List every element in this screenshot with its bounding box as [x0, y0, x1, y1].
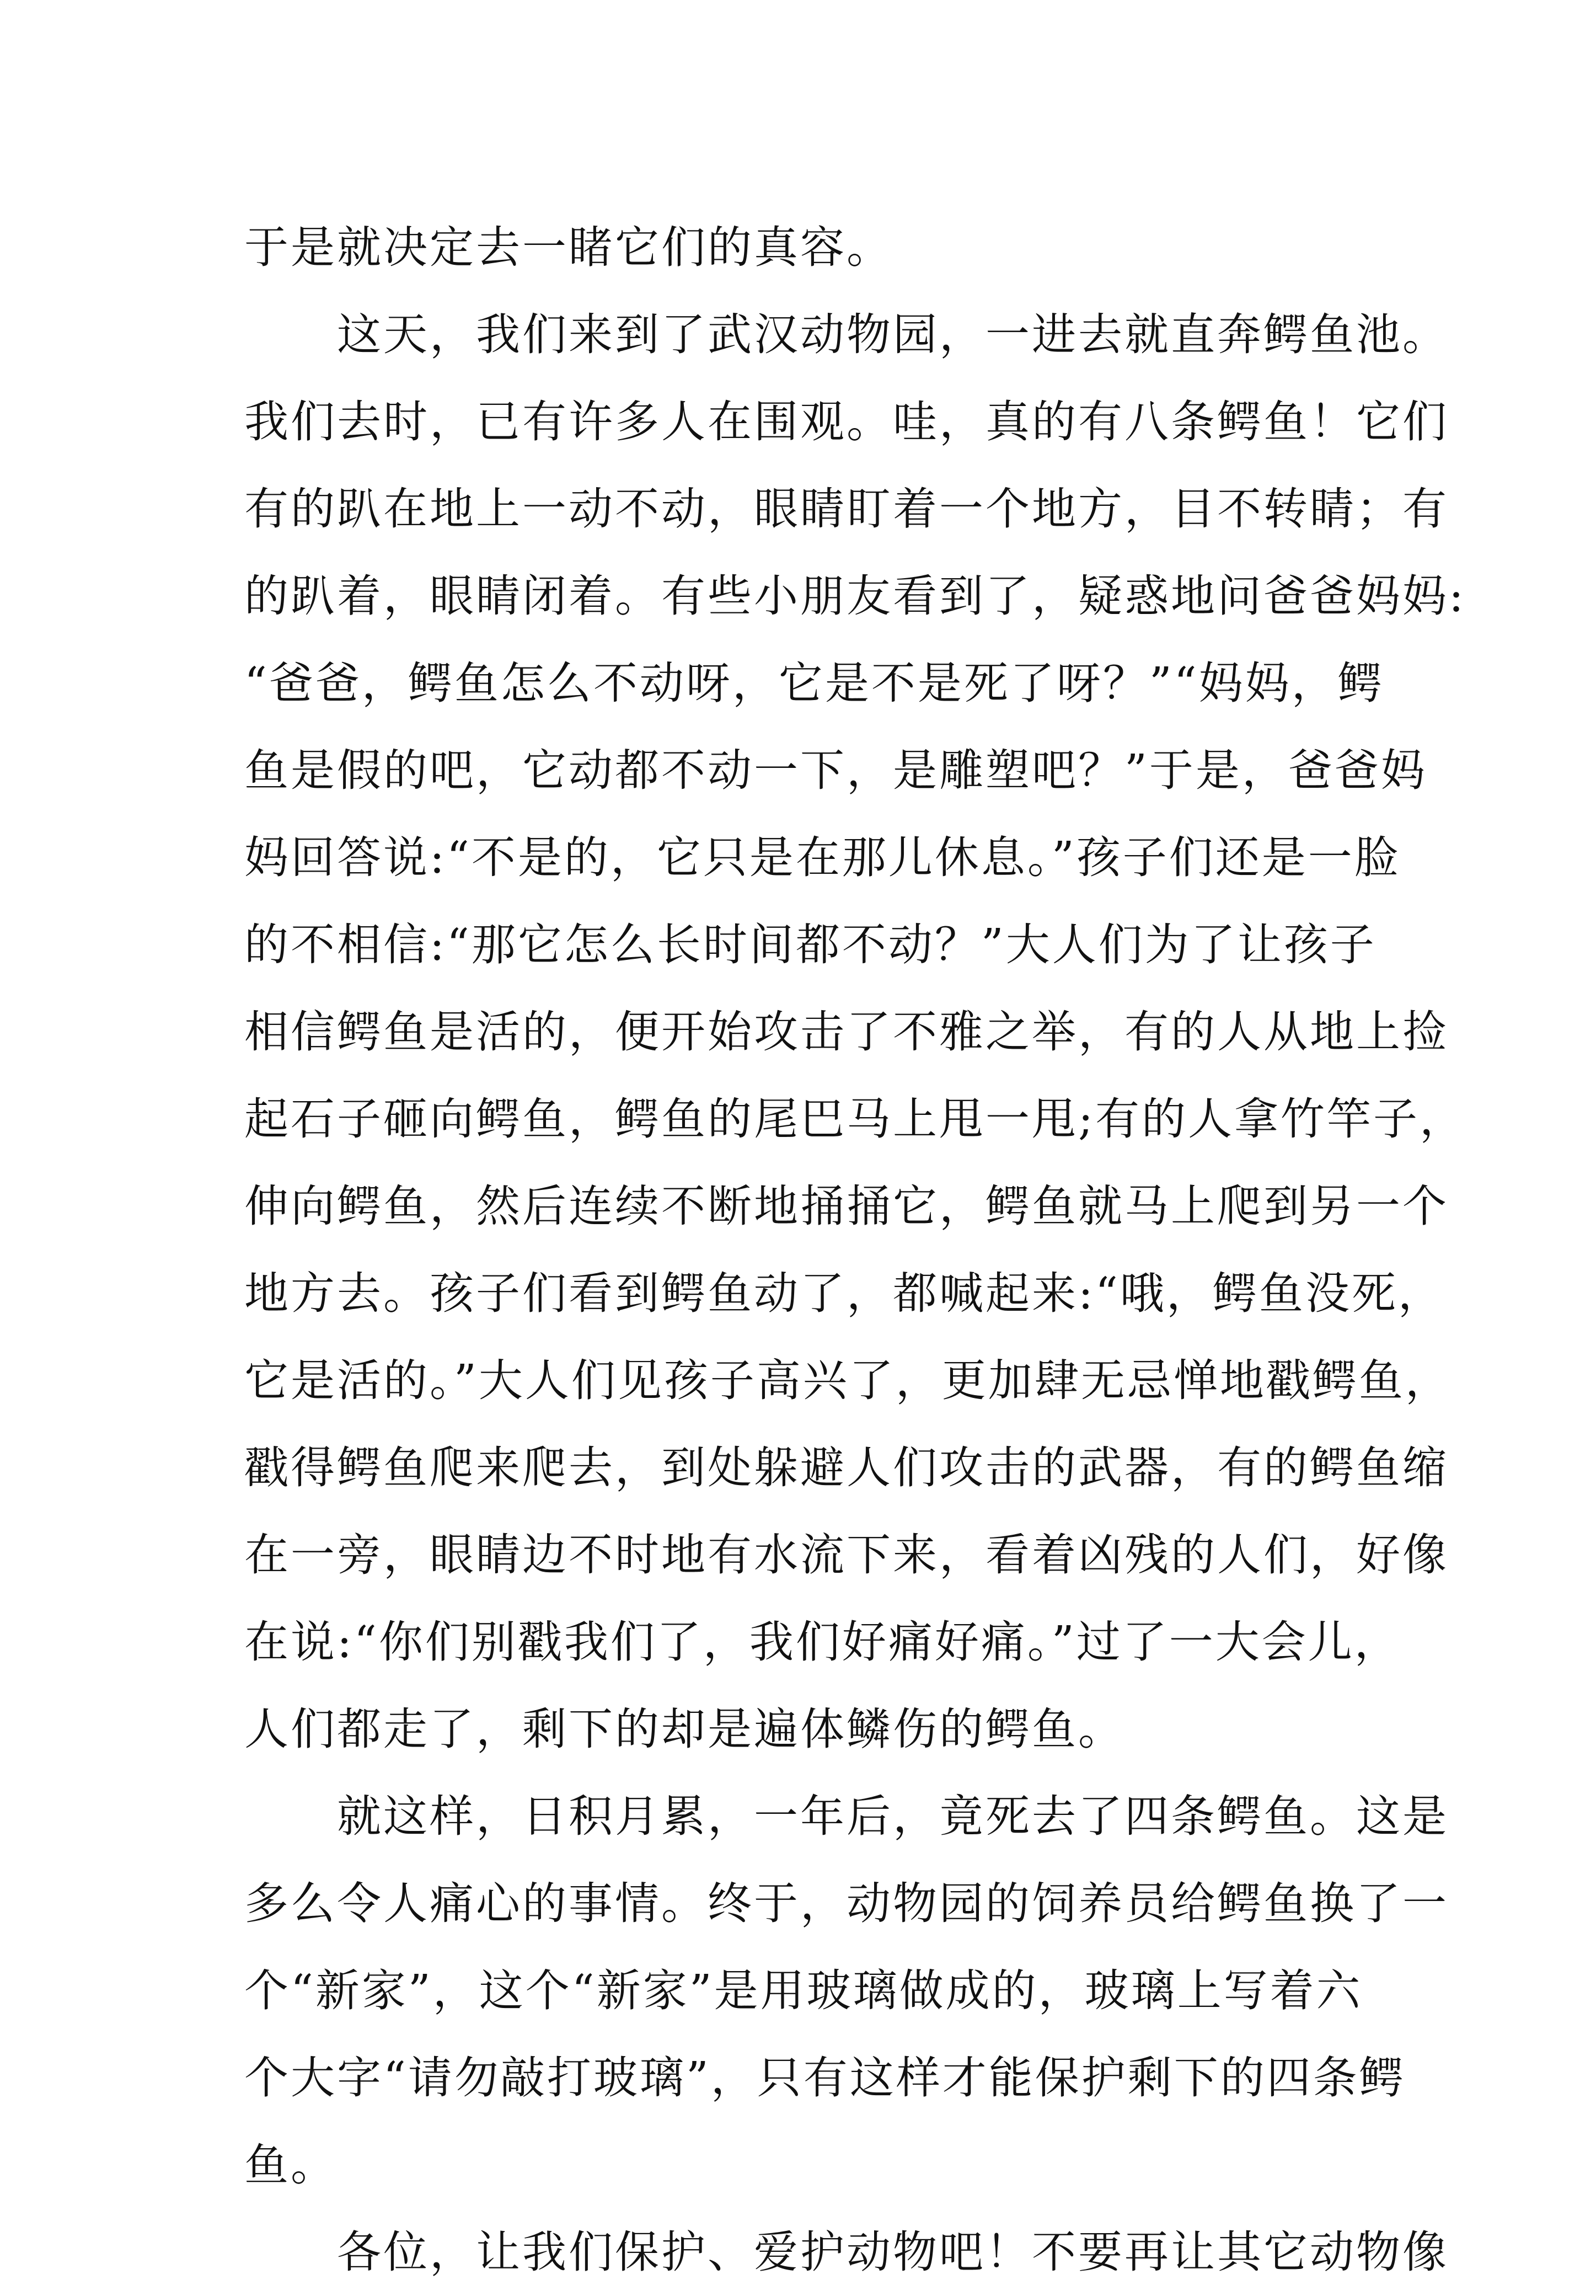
text-line: 个大字“请勿敲打玻璃”，只有这样才能保护剩下的四条鳄	[244, 2052, 1406, 2103]
text-line: 在一旁，眼睛边不时地有水流下来，看着凶残的人们，好像	[244, 1529, 1449, 1580]
text-line: 妈回答说:“不是的，它只是在那儿休息。”孩子们还是一脸	[244, 832, 1401, 883]
text-line: 鱼是假的吧，它动都不动一下，是雕塑吧？”于是，爸爸妈	[244, 745, 1427, 796]
text-line: 于是就决定去一睹它们的真容。	[244, 222, 893, 273]
text-line: 在说:“你们别戳我们了，我们好痛好痛。”过了一大会儿，	[244, 1616, 1401, 1668]
text-line: 人们都走了，剩下的却是遍体鳞伤的鳄鱼。	[244, 1704, 1124, 1755]
text-line: 的不相信:“那它怎么长时间都不动？”大人们为了让孩子	[244, 919, 1377, 970]
text-line: 有的趴在地上一动不动，眼睛盯着一个地方，目不转睛；有	[244, 483, 1449, 535]
text-line: 各位，让我们保护、爱护动物吧！不要再让其它动物像	[244, 2226, 1449, 2278]
text-line: 戳得鳄鱼爬来爬去，到处躲避人们攻击的武器，有的鳄鱼缩	[244, 1442, 1449, 1493]
text-line: 起石子砸向鳄鱼，鳄鱼的尾巴马上甩一甩;有的人拿竹竿子，	[244, 1093, 1466, 1145]
text-line: 鱼。	[244, 2139, 337, 2191]
text-line: 的趴着，眼睛闭着。有些小朋友看到了，疑惑地问爸爸妈妈:	[244, 570, 1466, 622]
text-line: 就这样，日积月累，一年后，竟死去了四条鳄鱼。这是	[244, 1791, 1449, 1842]
text-line: 这天，我们来到了武汉动物园，一进去就直奔鳄鱼池。	[244, 309, 1449, 360]
text-line: 相信鳄鱼是活的，便开始攻击了不雅之举，有的人从地上捡	[244, 1006, 1449, 1058]
text-line: 伸向鳄鱼，然后连续不断地捅捅它，鳄鱼就马上爬到另一个	[244, 1181, 1449, 1232]
text-line: 它是活的。”大人们见孩子高兴了，更加肆无忌惮地戳鳄鱼，	[244, 1355, 1452, 1406]
text-line: 个“新家”，这个“新家”是用玻璃做成的，玻璃上写着六	[244, 1965, 1363, 2016]
essay-text	[244, 204, 1466, 2296]
text-line: 多么令人痛心的事情。终于，动物园的饲养员给鳄鱼换了一	[244, 1878, 1449, 1929]
text-line: “爸爸，鳄鱼怎么不动呀，它是不是死了呀？”“妈妈，鳄	[244, 658, 1384, 709]
text-line: 我们去时，已有许多人在围观。哇，真的有八条鳄鱼！它们	[244, 396, 1449, 447]
text-line: 地方去。孩子们看到鳄鱼动了，都喊起来:“哦，鳄鱼没死，	[244, 1268, 1444, 1319]
